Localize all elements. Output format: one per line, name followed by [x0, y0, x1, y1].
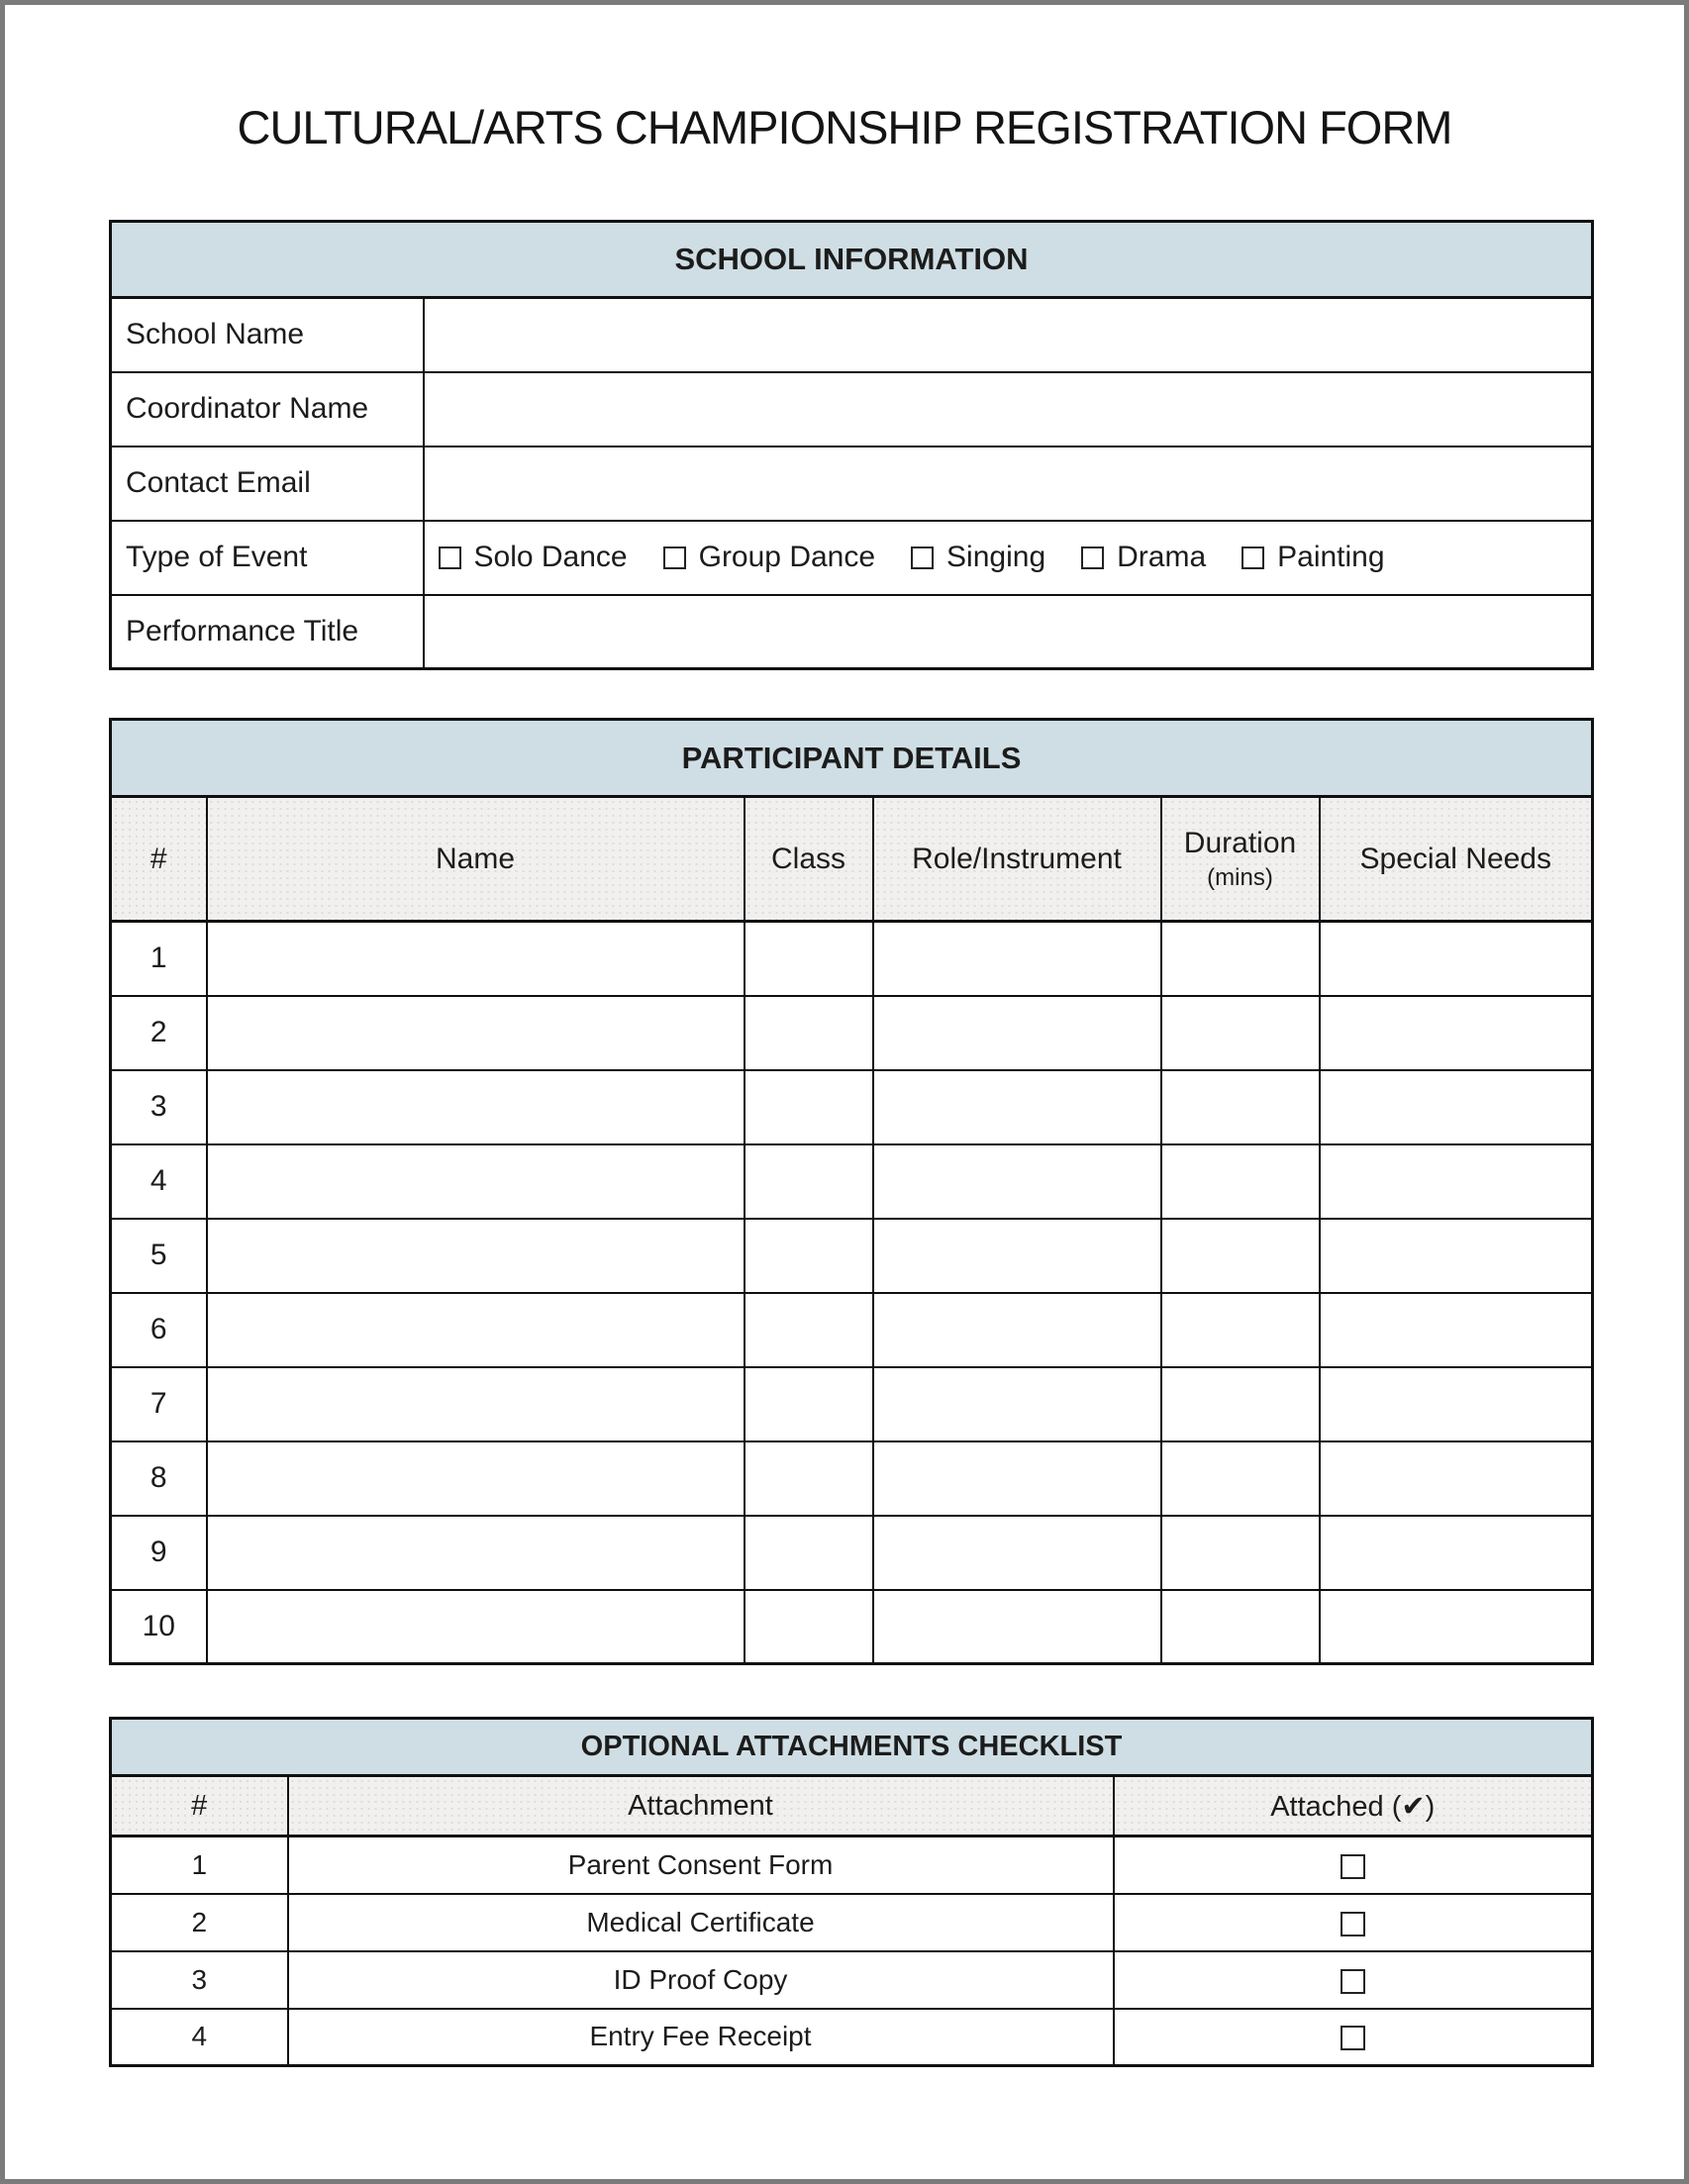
col-special-needs: Special Needs	[1320, 797, 1593, 922]
attachments-header-row	[111, 1719, 1593, 1776]
name-input[interactable]	[207, 1293, 745, 1367]
participant-details-table	[109, 718, 1594, 1665]
row-number: 9	[111, 1516, 207, 1590]
event-type-options	[425, 541, 1592, 574]
school-name-row	[111, 298, 1593, 372]
special-needs-input[interactable]	[1320, 1219, 1593, 1293]
class-input[interactable]	[745, 1070, 873, 1144]
name-input[interactable]	[207, 996, 745, 1070]
row-number: 4	[111, 1144, 207, 1219]
class-input[interactable]	[745, 1144, 873, 1219]
coordinator-name-label: Coordinator Name	[111, 372, 424, 447]
participant-row-1	[111, 922, 1593, 996]
col-attachment-num: #	[111, 1776, 288, 1837]
col-duration-sub-label: (mins)	[1207, 863, 1273, 891]
class-input[interactable]	[745, 996, 873, 1070]
special-needs-input[interactable]	[1320, 1070, 1593, 1144]
option-group-dance-label: Group Dance	[698, 541, 876, 573]
col-duration	[1161, 797, 1320, 922]
special-needs-input[interactable]	[1320, 1293, 1593, 1367]
class-input[interactable]	[745, 1590, 873, 1664]
name-input[interactable]	[207, 922, 745, 996]
role-input[interactable]	[873, 1516, 1161, 1590]
special-needs-input[interactable]	[1320, 1144, 1593, 1219]
type-of-event-row	[111, 521, 1593, 595]
attachment-row-3	[111, 1951, 1593, 2009]
role-input[interactable]	[873, 1219, 1161, 1293]
class-input[interactable]	[745, 1293, 873, 1367]
contact-email-label: Contact Email	[111, 447, 424, 521]
col-num: #	[111, 797, 207, 922]
name-input[interactable]	[207, 1441, 745, 1516]
col-name: Name	[207, 797, 745, 922]
school-name-input[interactable]	[424, 298, 1593, 372]
option-drama	[1081, 541, 1206, 574]
row-number: 7	[111, 1367, 207, 1441]
class-input[interactable]	[745, 1367, 873, 1441]
participant-row-2	[111, 996, 1593, 1070]
attachments-header: OPTIONAL ATTACHMENTS CHECKLIST	[111, 1719, 1593, 1776]
checkbox-drama[interactable]	[1081, 546, 1104, 569]
special-needs-input[interactable]	[1320, 1516, 1593, 1590]
option-painting	[1242, 541, 1384, 574]
row-number: 5	[111, 1219, 207, 1293]
performance-title-input[interactable]	[424, 595, 1593, 669]
role-input[interactable]	[873, 1293, 1161, 1367]
checkbox-medical-certificate[interactable]	[1341, 1912, 1365, 1936]
checkbox-group-dance[interactable]	[663, 546, 686, 569]
attachment-row-4	[111, 2009, 1593, 2066]
option-solo-dance	[439, 541, 628, 574]
col-duration-label: Duration	[1183, 826, 1297, 859]
special-needs-input[interactable]	[1320, 996, 1593, 1070]
special-needs-input[interactable]	[1320, 1590, 1593, 1664]
row-number: 10	[111, 1590, 207, 1664]
attachment-row-1	[111, 1837, 1593, 1894]
class-input[interactable]	[745, 1441, 873, 1516]
attachment-number: 3	[111, 1951, 288, 2009]
attachment-number: 2	[111, 1894, 288, 1951]
special-needs-input[interactable]	[1320, 1441, 1593, 1516]
checkbox-painting[interactable]	[1242, 546, 1264, 569]
attachment-name: ID Proof Copy	[288, 1951, 1114, 2009]
attachment-name: Entry Fee Receipt	[288, 2009, 1114, 2066]
participant-row-9	[111, 1516, 1593, 1590]
row-number: 6	[111, 1293, 207, 1367]
participant-row-3	[111, 1070, 1593, 1144]
class-input[interactable]	[745, 922, 873, 996]
duration-input[interactable]	[1161, 1144, 1320, 1219]
duration-input[interactable]	[1161, 996, 1320, 1070]
checkbox-parent-consent-form[interactable]	[1341, 1854, 1365, 1879]
option-singing	[911, 541, 1045, 574]
name-input[interactable]	[207, 1219, 745, 1293]
coordinator-name-row	[111, 372, 1593, 447]
option-group-dance	[663, 541, 875, 574]
role-input[interactable]	[873, 1590, 1161, 1664]
col-attached: Attached (✔)	[1114, 1776, 1593, 1837]
row-number: 2	[111, 996, 207, 1070]
role-input[interactable]	[873, 922, 1161, 996]
participant-row-4	[111, 1144, 1593, 1219]
col-class: Class	[745, 797, 873, 922]
attachments-columns-row	[111, 1776, 1593, 1837]
duration-input[interactable]	[1161, 1441, 1320, 1516]
attachment-name: Medical Certificate	[288, 1894, 1114, 1951]
school-information-table	[109, 220, 1594, 670]
special-needs-input[interactable]	[1320, 922, 1593, 996]
participant-row-10	[111, 1590, 1593, 1664]
checkbox-singing[interactable]	[911, 546, 934, 569]
contact-email-input[interactable]	[424, 447, 1593, 521]
row-number: 1	[111, 922, 207, 996]
participant-row-5	[111, 1219, 1593, 1293]
duration-input[interactable]	[1161, 922, 1320, 996]
participant-row-6	[111, 1293, 1593, 1367]
type-of-event-label: Type of Event	[111, 521, 424, 595]
attachment-name: Parent Consent Form	[288, 1837, 1114, 1894]
col-role-instrument: Role/Instrument	[873, 797, 1161, 922]
name-input[interactable]	[207, 1516, 745, 1590]
name-input[interactable]	[207, 1367, 745, 1441]
class-input[interactable]	[745, 1219, 873, 1293]
name-input[interactable]	[207, 1070, 745, 1144]
school-information-header-row	[111, 222, 1593, 298]
duration-input[interactable]	[1161, 1367, 1320, 1441]
duration-input[interactable]	[1161, 1516, 1320, 1590]
performance-title-label: Performance Title	[111, 595, 424, 669]
duration-input[interactable]	[1161, 1293, 1320, 1367]
checkbox-entry-fee-receipt[interactable]	[1341, 2026, 1365, 2050]
role-input[interactable]	[873, 1144, 1161, 1219]
role-input[interactable]	[873, 996, 1161, 1070]
attachment-number: 4	[111, 2009, 288, 2066]
participant-row-7	[111, 1367, 1593, 1441]
class-input[interactable]	[745, 1516, 873, 1590]
page-title: CULTURAL/ARTS CHAMPIONSHIP REGISTRATION FORM	[237, 101, 1452, 153]
row-number: 3	[111, 1070, 207, 1144]
contact-email-row	[111, 447, 1593, 521]
option-drama-label: Drama	[1117, 541, 1207, 573]
role-input[interactable]	[873, 1367, 1161, 1441]
participant-columns-row	[111, 797, 1593, 922]
attachments-checklist-table	[109, 1717, 1594, 2067]
participant-row-8	[111, 1441, 1593, 1516]
duration-input[interactable]	[1161, 1590, 1320, 1664]
role-input[interactable]	[873, 1070, 1161, 1144]
duration-input[interactable]	[1161, 1219, 1320, 1293]
school-name-label: School Name	[111, 298, 424, 372]
name-input[interactable]	[207, 1590, 745, 1664]
row-number: 8	[111, 1441, 207, 1516]
name-input[interactable]	[207, 1144, 745, 1219]
option-solo-dance-label: Solo Dance	[473, 541, 628, 573]
participant-details-header-row	[111, 720, 1593, 797]
special-needs-input[interactable]	[1320, 1367, 1593, 1441]
duration-input[interactable]	[1161, 1070, 1320, 1144]
attachment-row-2	[111, 1894, 1593, 1951]
checkbox-solo-dance[interactable]	[439, 546, 461, 569]
attachment-number: 1	[111, 1837, 288, 1894]
option-painting-label: Painting	[1277, 541, 1385, 573]
coordinator-name-input[interactable]	[424, 372, 1593, 447]
checkbox-id-proof-copy[interactable]	[1341, 1969, 1365, 1994]
performance-title-row	[111, 595, 1593, 669]
school-information-header: SCHOOL INFORMATION	[111, 222, 1593, 298]
role-input[interactable]	[873, 1441, 1161, 1516]
option-singing-label: Singing	[946, 541, 1046, 573]
col-attachment-name: Attachment	[288, 1776, 1114, 1837]
participant-details-header: PARTICIPANT DETAILS	[111, 720, 1593, 797]
